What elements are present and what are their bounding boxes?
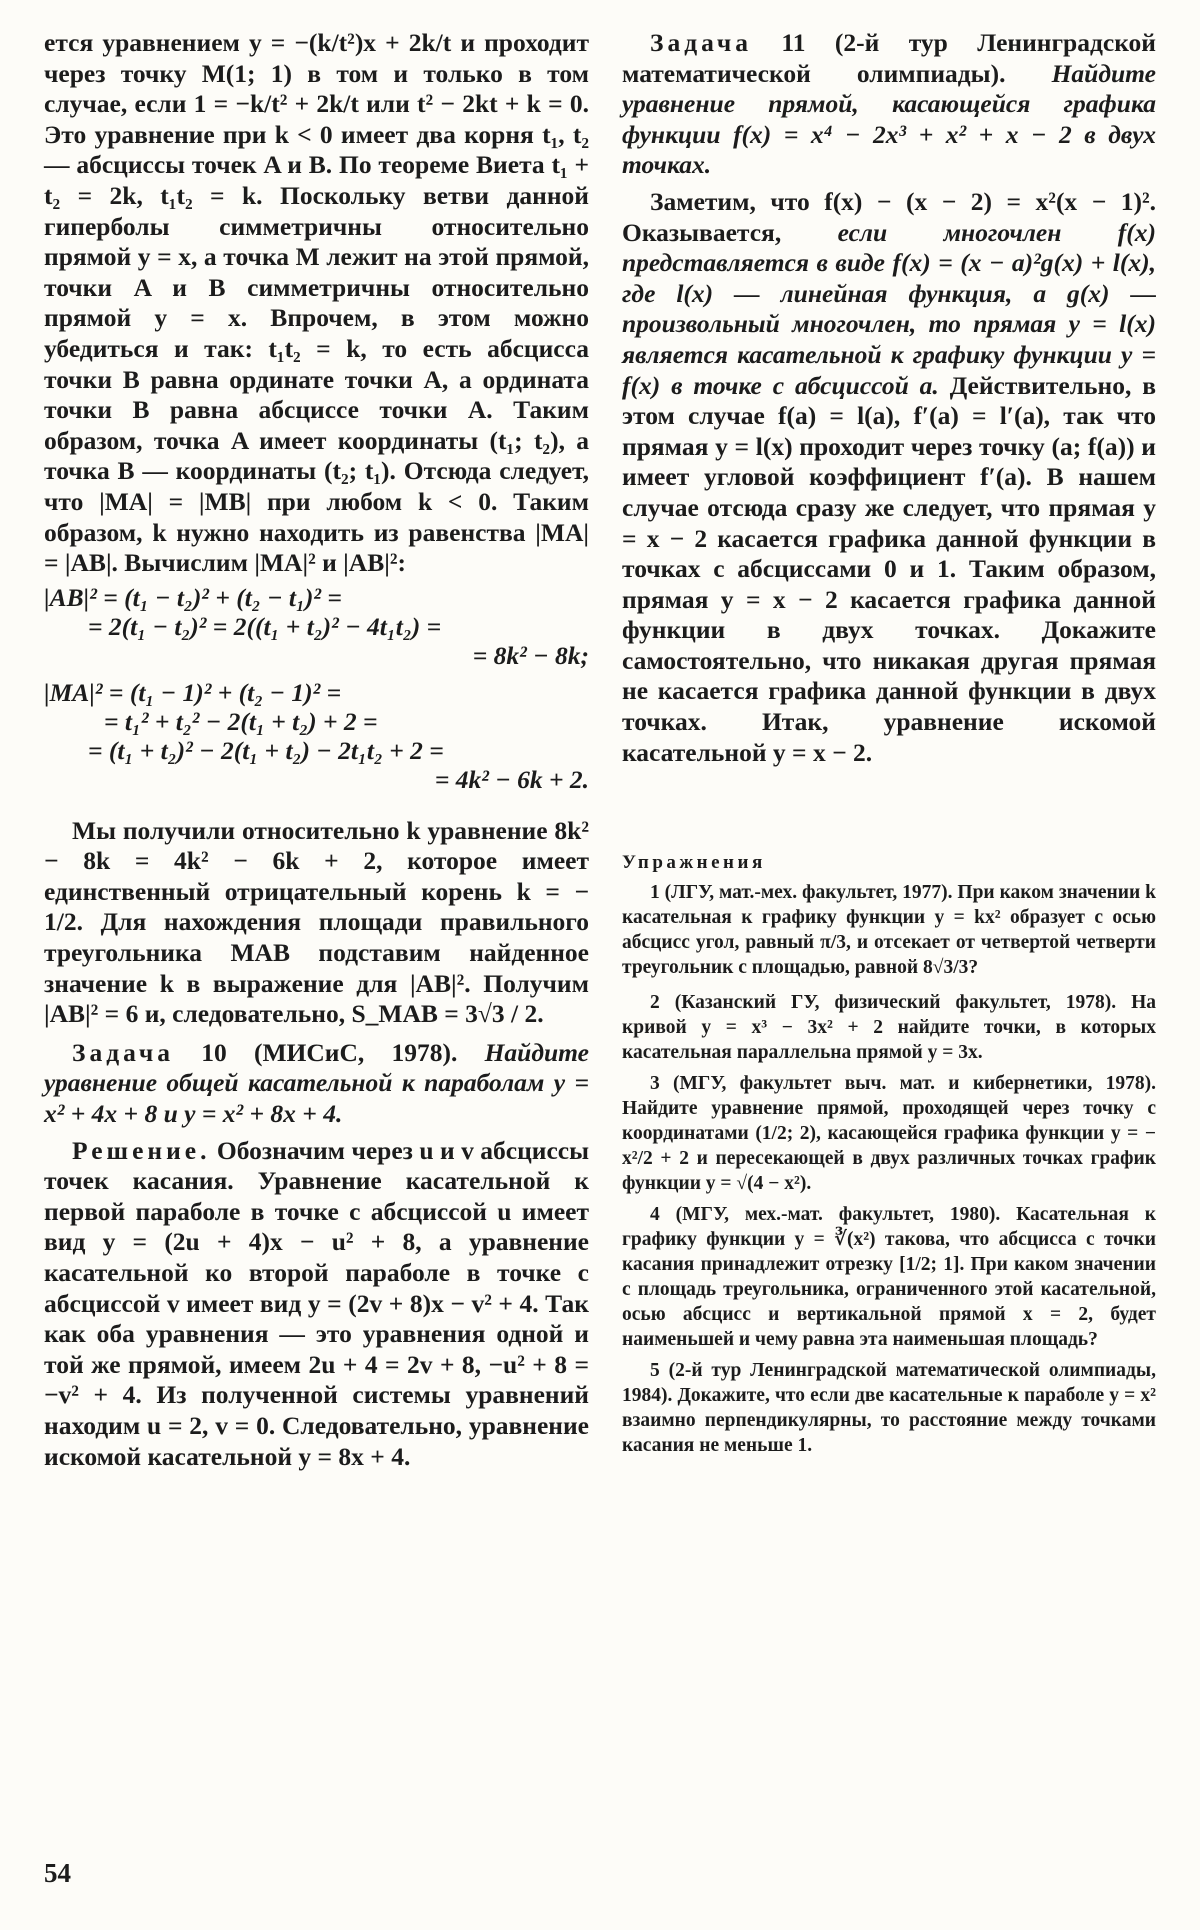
equation-ab-2: = 2(t₁ − t₂)² = 2((t₁ + t₂)² − 4t₁t₂) =: [88, 611, 442, 641]
equation-ma-1: |MA|² = (t₁ − 1)² + (t₂ − 1)² =: [44, 677, 342, 707]
task11-solution-plain: Заметим, что f(x) − (x − 2) = x²(x − 1)². Оказывается,: [622, 186, 1156, 247]
equation-ma-2: = t₁² + t₂² − 2(t₁ + t₂) + 2 =: [104, 706, 378, 736]
task11-statement: Найдите уравнение прямой, касающейся графика функции f(x) = x⁴ − 2x³ + x² + x − 2 в двух точках.: [622, 58, 1156, 180]
solution-label: Решение.: [72, 1135, 211, 1165]
task11-solution-italic: если многочлен f(x) представляется в виде f(x) = (x − a)²g(x) + l(x), где l(x) — линейная функция, а g(x) — произвольный многочлен, то прямая y = l(x) является касательной к графику функции y = f(x) в точке с абсциссой a.: [622, 217, 1156, 400]
task11-source: 11 (2-й тур Ленинградской математической олимпиады).: [622, 28, 1156, 88]
paragraph-result: Мы получили относительно k уравнение 8k² − 8k = 4k² − 6k + 2, которое имеет единственный отрицательный корень k = − 1/2. Для нахождения площади правильного треугольника MAB подставим найденное значение k в выражение для |AB|². Получим |AB|² = 6 и, следовательно, S_MAB = 3√3 / 2.: [44, 815, 589, 1029]
equation-ma-3: = (t₁ + t₂)² − 2(t₁ + t₂) − 2t₁t₂ + 2 =: [88, 735, 444, 765]
task10-solution: [44, 1136, 589, 1473]
exercise-4: 4 (МГУ, мех.-мат. факультет, 1980). Касательная к графику функции y = ∛(x²) такова, что абсцисса c точки касания принадлежит отрезку [1/2; 1]. При каком значении c площадь треугольника, ограниченного этой касательной, осью абсцисс и вертикальной прямой x = 2, будет наименьшей и чему равна эта наименьшая площадь?: [622, 1204, 1156, 1351]
exercises-heading: Упражнения: [622, 852, 766, 874]
equation-ab-3: = 8k² − 8k;: [472, 640, 589, 670]
task10-solution-text: Обозначим через u и v абсциссы точек касания. Уравнение касательной к первой параболе в точке с абсциссой u имеет вид y = (2u + 4)x − u² + 8, а уравнение касательной ко второй параболе в точке с абсциссой v имеет вид y = (2v + 8)x − v² + 4. Так как оба уравнения — это уравнения одной и той же прямой, имеем 2u + 4 = 2v + 8, −u² + 8 = −v² + 4. Из полученной системы уравнений находим u = 2, v = 0. Следовательно, уравнение искомой касательной y = 8x + 4.: [44, 1135, 589, 1471]
left-column: [44, 28, 589, 1472]
task10-statement: Найдите уравнение общей касательной к параболам y = x² + 4x + 8 и y = x² + 8x + 4.: [44, 1037, 589, 1129]
exercise-3: 3 (МГУ, факультет выч. мат. и кибернетики, 1978). Найдите уравнение прямой, проходящей через точку с координатами (1/2; 2), касающейся графика функции y = − x²/2 + 2 и пересекающей в двух различных точках график функции y = √(4 − x²).: [622, 1073, 1156, 1195]
task11-paragraph: [622, 28, 1156, 181]
paragraph-continuation: ется уравнением y = −(k/t²)x + 2k/t и проходит через точку M(1; 1) в том и только в том случае, если 1 = −k/t² + 2k/t или t² − 2kt + k = 0. Это уравнение при k < 0 имеет два корня t₁, t₂ — абсциссы точек A и B. По теореме Виета t₁ + t₂ = 2k, t₁t₂ = k. Поскольку ветви данной гиперболы симметричны относительно прямой y = x, а точка M лежит на этой прямой, точки A и B симметричны относительно прямой y = x. Впрочем, в этом можно убедиться и так: t₁t₂ = k, то есть абсцисса точки B равна ординате точки A, а ордината точки B равна абсциссе точки A. Таким образом, точка A имеет координаты (t₁; t₂), а точка B — координаты (t₂; t₁). Отсюда следует, что |MA| = |MB| при любом k < 0. Таким образом, k нужно находить из равенства |MA| = |AB|. Вычислим |MA|² и |AB|²:: [44, 28, 589, 578]
task11-heading: Задача: [650, 28, 752, 57]
right-column: [622, 28, 1156, 1458]
exercise-2: 2 (Казанский ГУ, физический факультет, 1978). На кривой y = x³ − 3x² + 2 найдите точки, в которых касательная параллельна прямой y = 3x.: [622, 992, 1156, 1064]
task11-solution-rest: Действительно, в этом случае f(a) = l(a), f′(a) = l′(a), так что прямая y = l(x) проходит через точку (a; f(a)) и имеет угловой коэффициент f′(a). В нашем случае отсюда сразу же следует, что прямая y = x − 2 касается графика данной функции в точках с абсциссами 0 и 1. Таким образом, прямая y = x − 2 касается графика данной функции в двух точках. Докажите самостоятельно, что никакая другая прямая не касается графика данной функции в двух точках. Итак, уравнение искомой касательной y = x − 2.: [622, 370, 1156, 767]
equation-ab-1: |AB|² = (t₁ − t₂)² + (t₂ − t₁)² =: [44, 582, 342, 612]
task10-paragraph: [44, 1038, 589, 1130]
task10-heading: Задача: [72, 1037, 174, 1067]
page-number: 54: [44, 1858, 71, 1888]
task11-solution: [622, 187, 1156, 768]
equation-ma-4: = 4k² − 6k + 2.: [434, 764, 589, 794]
exercise-5: 5 (2-й тур Ленинградской математической олимпиады, 1984). Докажите, что если две касательные к параболе y = x² взаимно перпендикулярны, то расстояние между точками касания не меньше 1.: [622, 1360, 1156, 1457]
exercise-1: 1 (ЛГУ, мат.-мех. факультет, 1977). При каком значении k касательная к графику функции y = kx² образует с осью абсцисс угол, равный π/3, и отсекает от четвертой четверти треугольник с площадью, равной 8√3/3?: [622, 882, 1156, 979]
task10-source: 10 (МИСиС, 1978).: [201, 1037, 458, 1067]
